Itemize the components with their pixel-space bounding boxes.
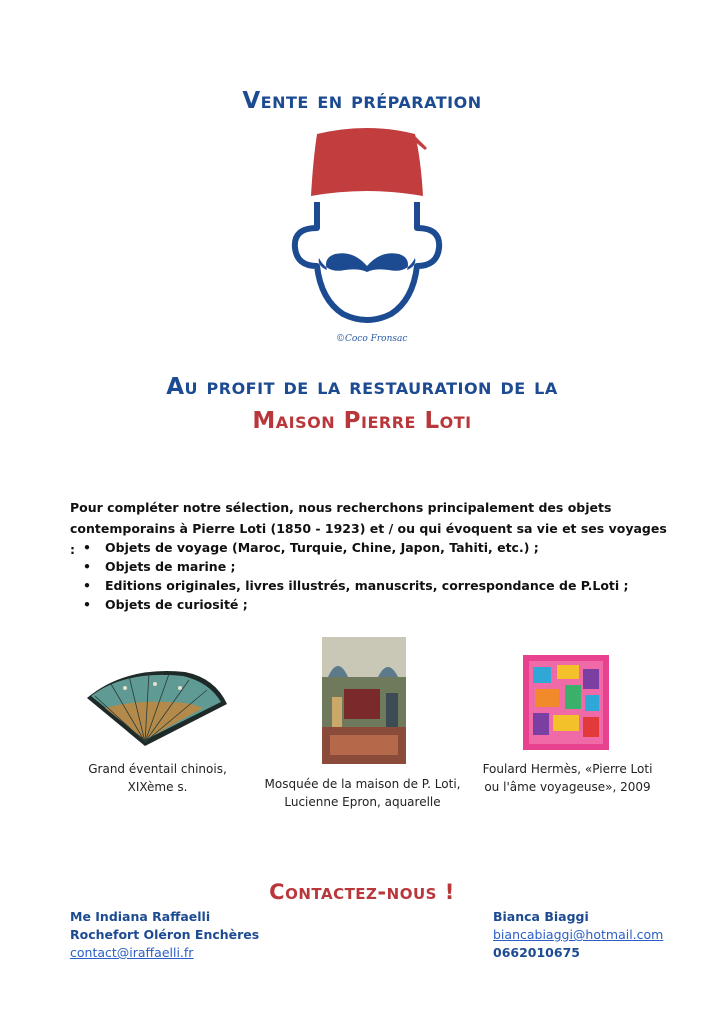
list-item: • Objets de curiosité ; bbox=[83, 597, 248, 612]
contact-block-bianca bbox=[493, 908, 663, 962]
mustache bbox=[319, 253, 416, 272]
page-title: Vente en préparation bbox=[242, 88, 482, 114]
contact-company: Rochefort Oléron Enchères bbox=[70, 927, 260, 942]
intro-paragraph: Pour compléter notre sélection, nous recherchons principalement des objets contemporains à Pierre Loti (1850 - 1923) et / ou qui évoquent sa vie et ses voyages : bbox=[70, 500, 667, 557]
benefit-heading: Au profit de la restauration de la bbox=[166, 374, 558, 400]
chinese-fan-image bbox=[85, 658, 230, 748]
mosque-caption: Mosquée de la maison de P. Loti, Lucienne Epron, aquarelle bbox=[264, 777, 461, 809]
contact-heading: Contactez-nous ! bbox=[269, 880, 455, 904]
contact-email-link[interactable]: contact@iraffaelli.fr bbox=[70, 945, 194, 960]
logo-credit: ©Coco Fronsac bbox=[336, 334, 408, 344]
hermes-scarf-image bbox=[523, 655, 609, 750]
list-item: • Editions originales, livres illustrés, manuscrits, correspondance de P.Loti ; bbox=[83, 578, 629, 593]
list-item: • Objets de marine ; bbox=[83, 559, 236, 574]
fez-hat bbox=[311, 128, 423, 196]
list-item: • Objets de voyage (Maroc, Turquie, Chine, Japon, Tahiti, etc.) ; bbox=[83, 540, 539, 555]
scarf-caption: Foulard Hermès, «Pierre Loti ou l'âme voyageuse», 2009 bbox=[482, 762, 653, 794]
contact-name: Me Indiana Raffaelli bbox=[70, 909, 211, 924]
contact-block-auctioneer bbox=[70, 908, 259, 962]
contact-name: Bianca Biaggi bbox=[493, 909, 589, 924]
contact-phone: 0662010675 bbox=[493, 945, 580, 960]
fan-caption: Grand éventail chinois, XIXème s. bbox=[88, 762, 227, 794]
wanted-items-list bbox=[70, 538, 670, 614]
loti-logo bbox=[287, 126, 447, 326]
mosque-watercolor-image bbox=[322, 637, 406, 764]
face-outline bbox=[295, 202, 439, 320]
benefit-subheading: Maison Pierre Loti bbox=[252, 408, 472, 434]
contact-email-link[interactable]: biancabiaggi@hotmail.com bbox=[493, 927, 664, 942]
